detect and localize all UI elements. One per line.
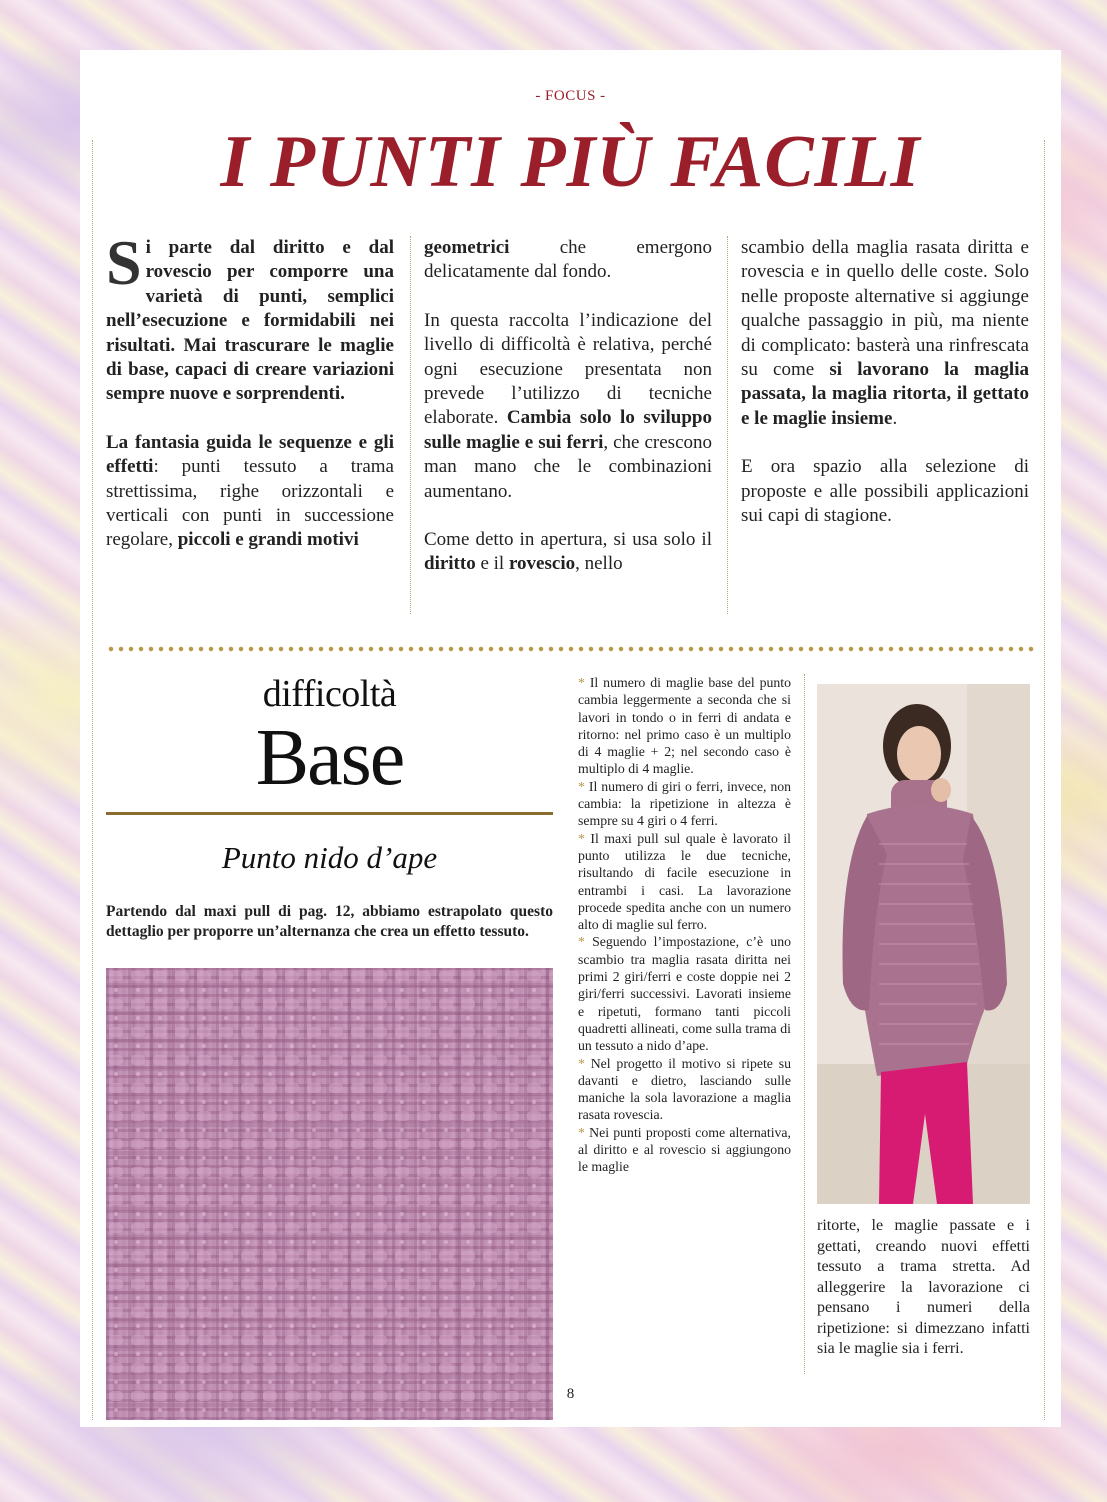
left-border-dotted	[92, 140, 93, 1420]
intro-column-2	[424, 236, 712, 601]
honeycomb-texture	[106, 968, 553, 1420]
stitch-name: Punto nido d’ape	[221, 840, 438, 875]
col2-text-2: In questa raccolta l’indicazione del livello di difficoltà è relativa, perché ogni esecuzione presentata non prevede l’utilizzo di tecniche elaborate.	[424, 309, 712, 429]
drop-cap: S	[106, 227, 142, 298]
col2-bold-diritto: diritto	[424, 553, 476, 575]
model-illustration	[817, 684, 1030, 1204]
column-divider-3	[804, 674, 805, 1374]
col1-text: : punti tessuto a trama strettissima, righe orizzontali e verticali con punti in successione regolare,	[106, 456, 394, 551]
note-item: * Nei punti proposti come alternativa, al diritto e al rovescio si aggiungono le maglie	[578, 1124, 791, 1175]
intro-column-3	[741, 236, 1029, 552]
col2-text-4: Come detto in apertura, si usa solo il	[424, 529, 712, 551]
col2-text-6: , nello	[575, 553, 623, 575]
knit-swatch-photo	[106, 968, 553, 1420]
note-item: * Il numero di maglie base del punto cambia leggermente a seconda che si lavori in tondo o in ferri di andata e ritorno: nel primo caso è un multiplo di 4 maglie + 2; nel secondo caso è multiplo di 4 maglie.	[578, 675, 791, 777]
gold-rule	[106, 812, 553, 815]
page-number: 8	[566, 1386, 575, 1402]
col3-bold-phrase: si lavorano la maglia passata, la maglia ritorta, il gettato e le maglie insieme	[741, 359, 1029, 429]
col3-period: .	[892, 407, 898, 429]
col2-bold-phrase-1: geometrici	[424, 237, 510, 258]
intro-column-1	[106, 227, 394, 577]
difficulty-label: difficoltà	[262, 673, 397, 715]
col2-text-1: che emergono delicatamente dal fondo.	[424, 237, 712, 283]
dotted-separator	[106, 646, 1036, 652]
column-divider-2	[727, 236, 728, 614]
col2-bold-phrase-2: Cambia solo lo sviluppo sulle maglie e sui ferri	[424, 407, 712, 453]
page-title: I PUNTI PIÙ FACILI	[220, 121, 921, 203]
magazine-page	[80, 50, 1061, 1427]
after-photo-text: ritorte, le maglie passate e i gettati, creando nuovi effetti tessuto a trama stretta. Ad alleggerire la lavorazione ci pensano i numeri della ripetizione: si dimezzano infatti sia le maglie sia i ferri.	[817, 1217, 1030, 1357]
col3-text-2: E ora spazio alla selezione di proposte e alle possibili applicazioni sui capi di stagione.	[741, 456, 1029, 527]
lead-paragraph: i parte dal diritto e dal rovescio per comporre una varietà di punti, semplici nell’esecuzione e formidabili nei risultati. Mai trascurare le maglie di base, capaci di creare variazioni sempre nuove e sorprendenti.	[106, 237, 394, 405]
note-item: * Il maxi pull sul quale è lavorato il punto utilizza le due tecniche, risultando di facile esecuzione in entrambi i casi. La lavorazione procede spedita anche con un numero alto di maglie sul ferro.	[578, 830, 791, 933]
stitch-intro: Partendo dal maxi pull di pag. 12, abbiamo estrapolato questo dettaglio per proporre un’alternanza che crea un effetto tessuto.	[106, 903, 553, 940]
col2-text-5: e il	[475, 553, 509, 575]
difficulty-level: Base	[255, 714, 404, 802]
note-item: * Il numero di giri o ferri, invece, non cambia: la ripetizione in altezza è sempre su 4 giri o 4 ferri.	[578, 778, 792, 829]
notes-column	[578, 674, 791, 1176]
section-kicker: - FOCUS -	[535, 88, 606, 104]
col1-bold-phrase-2: piccoli e grandi motivi	[177, 529, 359, 551]
col1-bold-phrase-1: La fantasia guida le sequenze e gli effetti	[106, 431, 394, 478]
model-photo	[817, 684, 1030, 1204]
right-border-dotted	[1044, 140, 1045, 1420]
column-divider-1	[410, 236, 411, 614]
col2-bold-rovescio: rovescio	[508, 553, 576, 575]
note-item: * Seguendo l’impostazione, c’è uno scambio tra maglia rasata diritta nei primi 2 giri/ferri e coste doppie nei 2 giri/ferri successivi. Lavorati insieme e ripetuti, formano tanti piccoli quadretti allineati, come sulla trama di un tessuto a nido d’ape.	[578, 934, 791, 1054]
col2-text-3: , che crescono man mano che le combinazioni aumentano.	[424, 431, 712, 502]
col3-text-1: scambio della maglia rasata diritta e rovescia e in quello delle coste. Solo nelle proposte alternative si aggiunge qualche passaggio in più, ma niente di complicato: basterà una rinfrescata su come	[741, 237, 1029, 381]
note-item: * Nel progetto il motivo si ripete su davanti e dietro, lasciando sulle maniche la sola lavorazione a maglia rasata rovescia.	[578, 1055, 791, 1123]
